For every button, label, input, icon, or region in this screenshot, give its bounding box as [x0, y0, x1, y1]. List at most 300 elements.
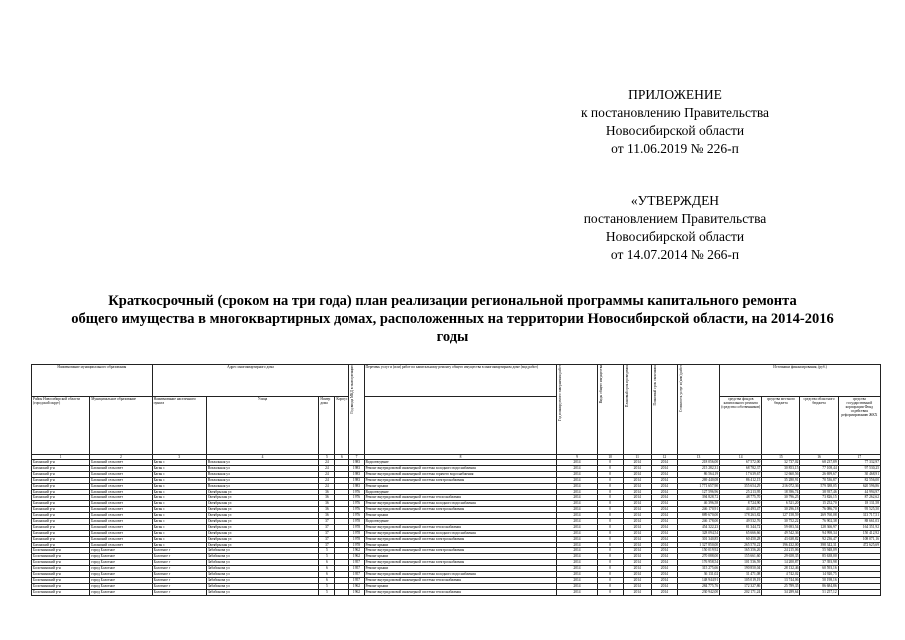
table-cell: 1976 [349, 495, 364, 501]
table-cell: 0 [597, 501, 623, 507]
table-cell: 2014 [623, 477, 651, 483]
table-cell: 0 [597, 589, 623, 595]
table-cell: Баганский сельсовет [90, 524, 152, 530]
table-cell: 1957 [349, 560, 364, 566]
table-cell: 1976 [349, 489, 364, 495]
table-cell: Баганский сельсовет [90, 465, 152, 471]
table-cell: 176 958,54 [677, 560, 719, 566]
table-cell: Забабонова ул [206, 548, 319, 554]
table-cell: Ремонт внутридомовой инженерной системы теплоснабжения [364, 495, 557, 501]
table-cell: Баганский сельсовет [90, 519, 152, 525]
table-cell: 68 237,89 [800, 460, 838, 466]
table-cell: Болотное г [152, 572, 206, 578]
table-cell: 43 638,82 [762, 536, 800, 542]
table-cell: 97 530,25 [838, 465, 880, 471]
table-cell: 70 536,87 [800, 477, 838, 483]
table-cell: 2014 [623, 589, 651, 595]
table-cell: 12 660,56 [762, 471, 800, 477]
table-cell: 2014 [557, 477, 597, 483]
table-cell: 155 661,60 [720, 554, 762, 560]
table-cell: 2014 [623, 530, 651, 536]
table-cell: Ремонт внутридомовой инженерной системы теплоснабжения [364, 577, 557, 583]
column-number: 3 [152, 455, 206, 460]
table-cell: Болотное г [152, 583, 206, 589]
table-cell: Вокзальная ул [206, 483, 319, 489]
table-cell: 37 [319, 524, 335, 530]
table-cell: 216 072,36 [762, 483, 800, 489]
table-cell: 2014 [651, 483, 677, 489]
table-cell: 2014 [651, 495, 677, 501]
table-cell: 95 525,50 [838, 507, 880, 513]
table-cell: 230 942,00 [677, 589, 719, 595]
appendix-line: от 11.06.2019 № 226-п [611, 141, 739, 156]
document-title [20, 292, 885, 346]
table-cell [838, 589, 880, 595]
table-cell: 0 [597, 548, 623, 554]
header-commission-year: Год ввода МКД в эксплуатацию [349, 365, 364, 455]
table-cell: Баганский р-н [32, 489, 90, 495]
table-cell: Ремонт крыши [364, 483, 557, 489]
header-house-number: Номер дома [319, 397, 335, 455]
table-cell: 270 088,00 [677, 554, 719, 560]
table-cell: 2014 [557, 519, 597, 525]
table-cell: 2014 [651, 566, 677, 572]
table-cell: 2014 [623, 460, 651, 466]
table-cell: 37 [319, 542, 335, 548]
table-cell: Баган с [152, 530, 206, 536]
table-cell: 269 440,08 [677, 477, 719, 483]
table-cell: Вокзальная ул [206, 471, 319, 477]
table-cell: 2014 [557, 507, 597, 513]
table-cell: 620 596,86 [838, 483, 880, 489]
table-cell: 28 132,46 [762, 566, 800, 572]
table-cell: Баганский р-н [32, 501, 90, 507]
header-works-type [364, 397, 557, 455]
table-cell: Баганский сельсовет [90, 471, 152, 477]
table-cell: 0 [597, 507, 623, 513]
table-cell: Баганский сельсовет [90, 507, 152, 513]
column-number: 14 [720, 455, 762, 460]
table-cell: 55 948,09 [800, 548, 838, 554]
table-cell: 6 521,20 [762, 501, 800, 507]
header-property-types: Виды общего имущества [597, 365, 623, 455]
table-cell: Баган с [152, 513, 206, 519]
table-cell: 30 853,15 [762, 465, 800, 471]
table-cell: 29 658,35 [762, 554, 800, 560]
table-cell: Октябрьская ул [206, 542, 319, 548]
table-cell: 24 [319, 483, 335, 489]
table-cell: 2014 [557, 542, 597, 548]
table-cell: 127 596,96 [677, 489, 719, 495]
table-cell: 2014 [623, 495, 651, 501]
table-cell: 1978 [349, 519, 364, 525]
column-number: 17 [838, 455, 880, 460]
table-cell: 1 771 657,90 [677, 483, 719, 489]
table-cell: 315 275,66 [677, 566, 719, 572]
table-cell: 46 396,58 [677, 501, 719, 507]
table-cell: Баганский сельсовет [90, 460, 152, 466]
table-cell: город Болотное [90, 560, 152, 566]
table-cell: 25 213,95 [720, 489, 762, 495]
table-cell: 2014 [651, 519, 677, 525]
table-cell: Баганский р-н [32, 542, 90, 548]
table-cell: Баганский сельсовет [90, 542, 152, 548]
table-cell: 2014 [557, 554, 597, 560]
table-cell: 2014 [557, 583, 597, 589]
table-cell: Баганский сельсовет [90, 501, 152, 507]
column-number: 9 [557, 455, 597, 460]
table-cell: Баган с [152, 524, 206, 530]
table-cell: Баган с [152, 483, 206, 489]
table-cell: 36 [319, 489, 335, 495]
table-cell: 2014 [557, 495, 597, 501]
table-cell: Баган с [152, 542, 206, 548]
header-fund-reform: средства государственной корпорации Фонд содействия реформированию ЖКХ [838, 397, 880, 455]
table-cell: 5 [319, 548, 335, 554]
group-header-address: Адрес многоквартирного дома [152, 365, 349, 397]
table-cell: 1976 [349, 501, 364, 507]
table-cell: 0 [597, 560, 623, 566]
table-cell: Баган с [152, 519, 206, 525]
table-cell: 2014 [623, 507, 651, 513]
appendix-line: Новосибирской области [605, 123, 745, 138]
table-cell: 24 215,06 [762, 548, 800, 554]
table-cell: 51 257,12 [800, 589, 838, 595]
table-cell: 0 [597, 483, 623, 489]
table-cell: 0 [597, 471, 623, 477]
table-cell: Октябрьская ул [206, 489, 319, 495]
table-cell: 2014 [557, 483, 597, 489]
table-cell: 2014 [557, 530, 597, 536]
table-cell: Баган с [152, 477, 206, 483]
table-cell: 328 094,54 [677, 530, 719, 536]
table-cell: 2014 [623, 489, 651, 495]
table-cell: 76 086,70 [800, 507, 838, 513]
column-number: 15 [762, 455, 800, 460]
table-cell: 49 532,76 [720, 519, 762, 525]
table-cell: город Болотное [90, 572, 152, 578]
table-cell: 1978 [349, 530, 364, 536]
table-cell: 24 [319, 465, 335, 471]
table-cell: Ремонт крыши [364, 542, 557, 548]
header-planned-start: Плановый срок проведения [623, 365, 651, 455]
table-cell: Баган с [152, 536, 206, 542]
table-cell: 1962 [349, 589, 364, 595]
table-cell: Забабонова ул [206, 577, 319, 583]
table-cell: 88 661,03 [838, 519, 880, 525]
table-cell: Октябрьская ул [206, 513, 319, 519]
table-cell: 1957 [349, 566, 364, 572]
table-cell: 105 019,19 [720, 577, 762, 583]
table-cell: 2014 [651, 471, 677, 477]
table-cell: Баганский р-н [32, 465, 90, 471]
approved-line: постановлением Правительства [583, 211, 767, 226]
table-cell: 2014 [651, 507, 677, 513]
table-cell: 2014 [557, 566, 597, 572]
table-cell: Болотное г [152, 589, 206, 595]
table-cell: Болотное г [152, 566, 206, 572]
doc-title-line: годы [436, 329, 469, 345]
table-cell: 0 [597, 524, 623, 530]
table-cell: 1957 [349, 572, 364, 578]
table-cell: Болотнинский р-н [32, 554, 90, 560]
table-cell: 2014 [651, 583, 677, 589]
table-cell: Баганский сельсовет [90, 513, 152, 519]
table-cell: Болотнинский р-н [32, 560, 90, 566]
table-cell: 35 280,91 [762, 477, 800, 483]
table-cell: 355 654,29 [720, 483, 762, 489]
table-cell: 128 366,97 [800, 524, 838, 530]
table-cell: 48 775,70 [720, 495, 762, 501]
table-cell: 2014 [651, 524, 677, 530]
table-cell: 36 [319, 507, 335, 513]
table-cell: 0 [597, 566, 623, 572]
table-cell: Забабонова ул [206, 554, 319, 560]
table-cell: 2014 [651, 589, 677, 595]
table-cell: 50 198,16 [800, 577, 838, 583]
table-cell: Забабонова ул [206, 583, 319, 589]
plan-table [31, 364, 881, 596]
table-cell: 246 170,91 [677, 507, 719, 513]
table-cell: 2014 [557, 536, 597, 542]
table-cell: 150 019,92 [677, 548, 719, 554]
table-cell: Октябрьская ул [206, 507, 319, 513]
group-header-municipality: Наименование муниципального образования [32, 365, 153, 397]
table-cell: Болотнинский р-н [32, 583, 90, 589]
table-cell: 2014 [557, 465, 597, 471]
table-cell: Ремонт внутридомовой инженерной системы горячего водоснабжения [364, 471, 557, 477]
table-cell: Болотное г [152, 577, 206, 583]
table-cell: Болотное г [152, 560, 206, 566]
table-cell: 1978 [349, 542, 364, 548]
table-cell: 2014 [623, 483, 651, 489]
table-cell: Вокзальная ул [206, 460, 319, 466]
table-cell: 0 [597, 554, 623, 560]
table-cell: 1983 [349, 465, 364, 471]
table-cell: 14 200,87 [762, 560, 800, 566]
table-cell: 25 789,35 [762, 583, 800, 589]
table-cell: 34 289,64 [762, 589, 800, 595]
table-cell: 2014 [557, 560, 597, 566]
table-cell: Баганский р-н [32, 524, 90, 530]
header-street: Улица [206, 397, 319, 455]
table-cell: 2014 [651, 489, 677, 495]
table-cell: 36 131,02 [677, 572, 719, 578]
table-cell: Баганский сельсовет [90, 483, 152, 489]
table-cell: 59 693,54 [762, 524, 800, 530]
table-cell: Баган с [152, 501, 206, 507]
table-cell: 2014 [651, 465, 677, 471]
header-owners-funds: средства фондов капитального ремонта (средства собственников) [720, 397, 762, 455]
table-cell: Ремонт крыши [364, 566, 557, 572]
table-row [32, 589, 881, 595]
table-cell: Болотнинский р-н [32, 589, 90, 595]
table-cell: 67 572,00 [720, 460, 762, 466]
table-cell: Вокзальная ул [206, 465, 319, 471]
table-cell: 2014 [651, 554, 677, 560]
table-cell: город Болотное [90, 554, 152, 560]
table-cell: 0 [597, 536, 623, 542]
table-cell: 1978 [349, 524, 364, 530]
table-cell: 5 [319, 554, 335, 560]
table-cell: Ремонт внутридомовой инженерной системы холодного водоснабжения [364, 572, 557, 578]
table-cell: 454 322,23 [677, 524, 719, 530]
table-cell: 2014 [557, 489, 597, 495]
table-cell: Болотное г [152, 554, 206, 560]
table-cell: город Болотное [90, 589, 152, 595]
table-cell: 301 340,85 [677, 536, 719, 542]
table-cell: 2014 [623, 554, 651, 560]
table-cell: 2014 [651, 542, 677, 548]
table-cell: Забабонова ул [206, 589, 319, 595]
table-cell: 0 [597, 530, 623, 536]
table-cell: Ремонт крыши [364, 513, 557, 519]
appendix-line: к постановлению Правительства [580, 105, 770, 120]
table-cell: 472 625,69 [838, 542, 880, 548]
table-cell: 1962 [349, 583, 364, 589]
table-cell: 2014 [623, 577, 651, 583]
approved-line: Новосибирской области [605, 229, 745, 244]
table-cell: город Болотное [90, 583, 152, 589]
table-cell: 76 902,38 [800, 519, 838, 525]
table-cell: Баганский р-н [32, 460, 90, 466]
table-cell: 37 [319, 519, 335, 525]
table-cell: 13 744,06 [762, 577, 800, 583]
table-cell: Ремонт внутридомовой инженерной системы теплоснабжения [364, 524, 557, 530]
table-cell: 284 775,76 [677, 583, 719, 589]
table-cell: 101 536,59 [720, 560, 762, 566]
table-cell: 1976 [349, 507, 364, 513]
table-cell: 2014 [557, 501, 597, 507]
table-cell: 2014 [623, 471, 651, 477]
table-cell: 86 684,86 [800, 583, 838, 589]
table-cell [335, 589, 349, 595]
table-cell: Ремонт внутридомовой инженерной системы теплоснабжения [364, 589, 557, 595]
table-cell: 18 396,74 [762, 489, 800, 495]
table-cell: 1983 [349, 477, 364, 483]
column-number: 11 [623, 455, 651, 460]
column-number: 8 [364, 455, 557, 460]
table-cell: Баган с [152, 460, 206, 466]
table-cell: 2014 [623, 583, 651, 589]
table-cell: 4 742,02 [762, 572, 800, 578]
table-cell: 37 393,98 [800, 560, 838, 566]
table-cell: 2014 [623, 548, 651, 554]
table-cell: Ремонт внутридомовой инженерной системы холодного водоснабжения [364, 530, 557, 536]
table-cell: 1976 [349, 513, 364, 519]
table-cell: Водоотведение [364, 519, 557, 525]
table-cell: Ремонт внутридомовой инженерной системы холодного водоснабжения [364, 501, 557, 507]
table-cell: Октябрьская ул [206, 519, 319, 525]
table-cell: 36 [319, 495, 335, 501]
table-cell: Баганский р-н [32, 513, 90, 519]
header-planned-end: Плановый срок окончания [651, 365, 677, 455]
table-cell: Баганский р-н [32, 471, 90, 477]
table-cell: 2014 [623, 542, 651, 548]
table-cell: Баганский р-н [32, 483, 90, 489]
table-cell: 269 760,08 [800, 513, 838, 519]
table-cell: 49 542,36 [762, 530, 800, 536]
table-cell: 6 [319, 572, 335, 578]
table-cell: 8 724,90 [720, 501, 762, 507]
table-cell: 86 564,19 [677, 471, 719, 477]
table-cell: 148 944,91 [677, 577, 719, 583]
table-cell: 24 [319, 471, 335, 477]
table-cell: Октябрьская ул [206, 501, 319, 507]
table-cell: Баганский р-н [32, 530, 90, 536]
table-cell: 2014 [651, 530, 677, 536]
table-cell: 2014 [623, 572, 651, 578]
appendix-line: ПРИЛОЖЕНИЕ [628, 87, 722, 102]
group-header-finance: Источники финансирования, (руб.) [720, 365, 881, 397]
column-number: 4 [206, 455, 319, 460]
table-cell: 2014 [557, 577, 597, 583]
table-cell: 579 388,05 [800, 483, 838, 489]
table-cell: Баганский р-н [32, 495, 90, 501]
doc-title-line: Краткосрочный (сроком на три года) план реализации региональной программы капитального ремонта [108, 293, 797, 309]
table-cell: 2014 [557, 589, 597, 595]
table-cell: Болотнинский р-н [32, 548, 90, 554]
table-cell: Водоотведение [364, 489, 557, 495]
table-cell: Вокзальная ул [206, 477, 319, 483]
table-cell: Октябрьская ул [206, 524, 319, 530]
column-number: 5 [319, 455, 335, 460]
table-cell: 5 [319, 583, 335, 589]
table-cell: 0 [597, 583, 623, 589]
table-cell: 37 [319, 530, 335, 536]
table-cell: 0 [597, 489, 623, 495]
header-completion-year: Год планируемого завершения работ [557, 365, 597, 455]
table-cell: Баган с [152, 489, 206, 495]
table-cell: 150 412,92 [838, 530, 880, 536]
header-municipality: Муниципальное образование [90, 397, 152, 455]
table-cell: 2014 [623, 519, 651, 525]
table-cell: 165 356,26 [720, 548, 762, 554]
table-cell: Забабонова ул [206, 566, 319, 572]
table-cell: 0 [597, 495, 623, 501]
table-cell: 31 471,08 [720, 572, 762, 578]
table-cell: 0 [597, 519, 623, 525]
table-cell: 38 937,46 [800, 489, 838, 495]
table-cell: 77 332,97 [838, 460, 880, 466]
table-cell: Баган с [152, 465, 206, 471]
header-local-budget: средства местного бюджета [762, 397, 800, 455]
doc-title-line: общего имущества в многоквартирных домах, расположенных на территории Новосибирской области, на 2014-2016 [71, 311, 834, 327]
table-cell: Ремонт внутридомовой инженерной системы электроснабжения [364, 548, 557, 554]
table-cell: Баган с [152, 507, 206, 513]
table-cell: Баганский сельсовет [90, 477, 152, 483]
table-cell: Ремонт внутридомовой инженерной системы электроснабжения [364, 536, 557, 542]
table-cell: 2014 [651, 477, 677, 483]
table-cell: 2014 [651, 501, 677, 507]
table-cell: Октябрьская ул [206, 530, 319, 536]
header-regional-budget: средства областного бюджета [800, 397, 838, 455]
table-cell: 1983 [349, 460, 364, 466]
table-cell: город Болотное [90, 577, 152, 583]
table-cell: 172 327,86 [720, 583, 762, 589]
approved-line: «УТВЕРЖДЕН [630, 193, 720, 208]
table-cell: 2014 [623, 524, 651, 530]
table-cell: 190 850,04 [720, 566, 762, 572]
table-cell: 178 263,82 [720, 513, 762, 519]
table-cell: 0 [597, 542, 623, 548]
table-cell: Баганский сельсовет [90, 536, 152, 542]
table-cell: 313 717,51 [838, 513, 880, 519]
table-cell: 44 493,47 [720, 507, 762, 513]
table-cell: 14 920,75 [800, 572, 838, 578]
column-number: 12 [651, 455, 677, 460]
column-number: 10 [597, 455, 623, 460]
